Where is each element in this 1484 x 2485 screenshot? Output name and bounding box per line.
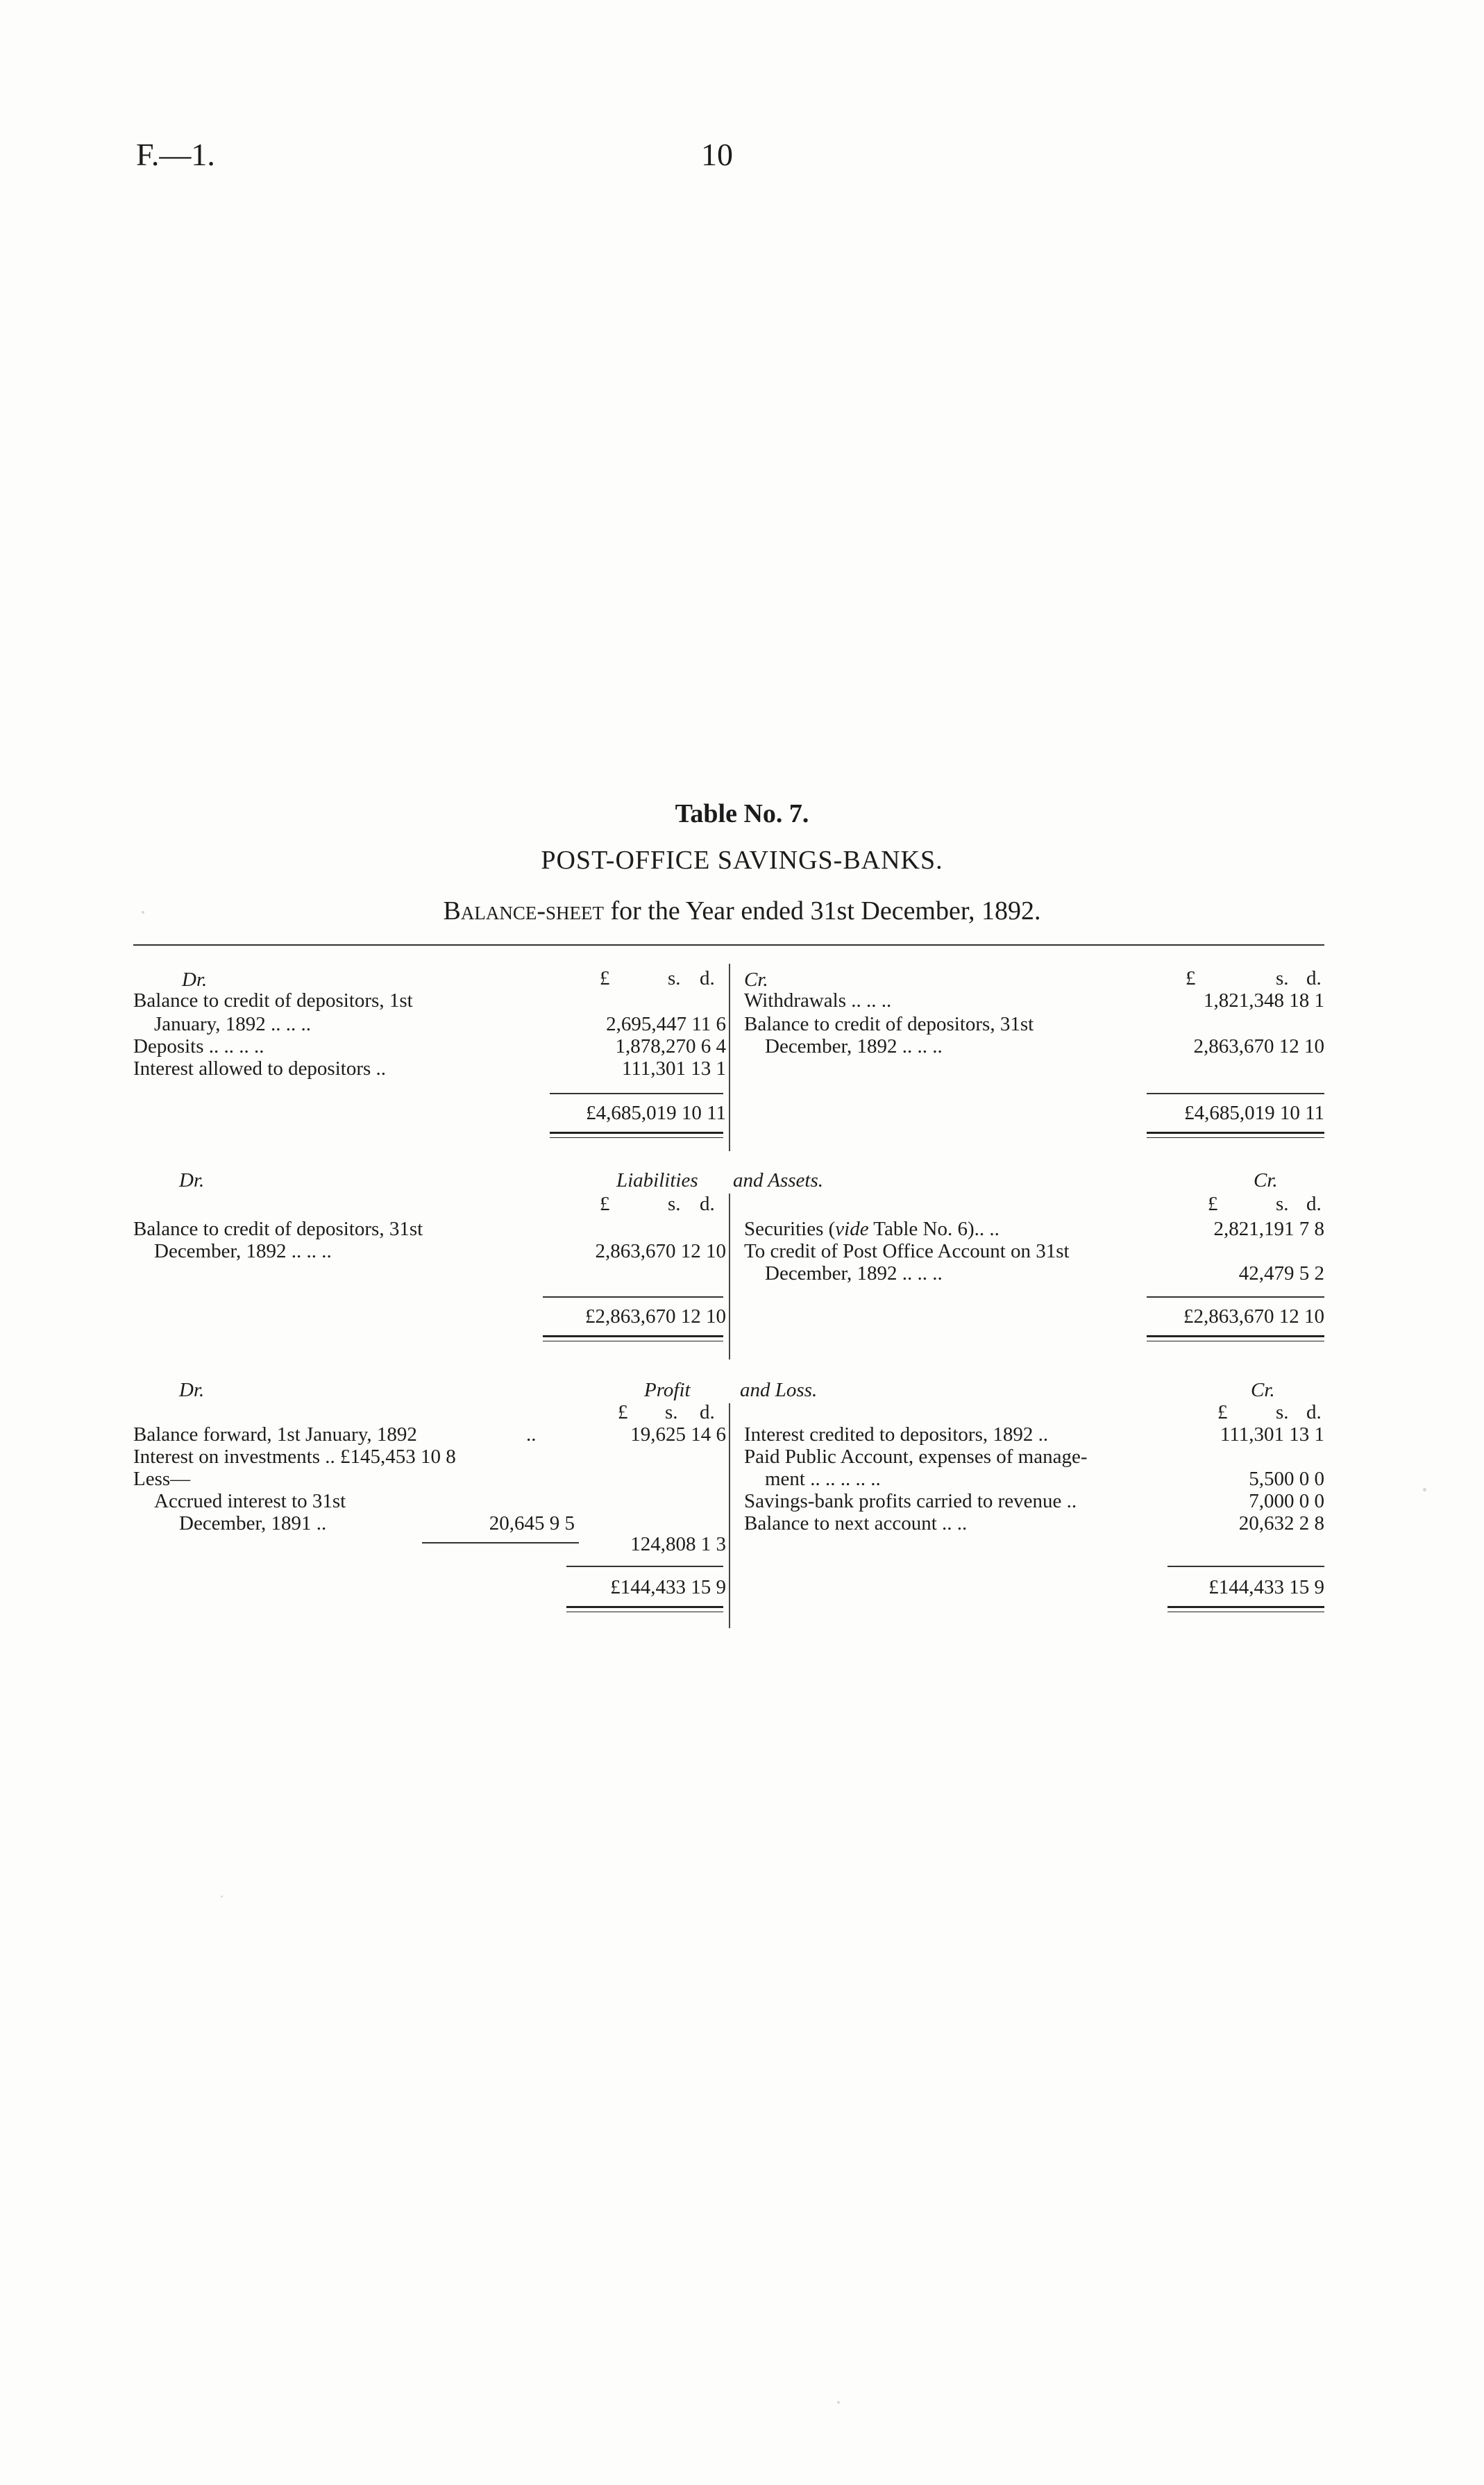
paper-speck bbox=[221, 1896, 223, 1898]
cr-total: £144,433 15 9 bbox=[1208, 1576, 1324, 1598]
col-pound-right: £ bbox=[1186, 967, 1196, 989]
dr-row-1b: January, 1892 .. .. .. bbox=[154, 1013, 312, 1035]
cr-row-2b: December, 1892 .. .. .. bbox=[765, 1262, 943, 1285]
dr-row-1a: Balance to credit of depositors, 31st bbox=[133, 1218, 423, 1240]
dr-sum-rule bbox=[543, 1296, 723, 1298]
column-divider bbox=[729, 964, 730, 1151]
dr-inner-rule bbox=[422, 1542, 579, 1543]
page-reference: F.—1. bbox=[136, 137, 215, 172]
dr-row-1-dots: .. bbox=[526, 1423, 537, 1446]
col-pence: d. bbox=[700, 967, 715, 989]
table-number: Table No. 7. bbox=[675, 799, 809, 828]
cr-amount-2: 2,863,670 12 10 bbox=[1193, 1035, 1324, 1057]
page-number: 10 bbox=[701, 137, 733, 172]
col-pound: £ bbox=[618, 1401, 628, 1423]
dr-label: Dr. bbox=[182, 969, 208, 991]
cr-row-1-pre: Securities ( bbox=[744, 1218, 836, 1240]
cr-label: Cr. bbox=[744, 969, 768, 991]
dr-amount-3: 111,301 13 1 bbox=[621, 1057, 726, 1080]
dr-sum-rule bbox=[550, 1093, 723, 1094]
col-pence: d. bbox=[700, 1193, 715, 1215]
col-pence: d. bbox=[700, 1401, 715, 1423]
col-pence-right: d. bbox=[1306, 1193, 1322, 1215]
dr-label: Dr. bbox=[179, 1379, 205, 1401]
cr-row-1 bbox=[744, 1217, 1000, 1241]
cr-amount-3: 7,000 0 0 bbox=[1249, 1490, 1324, 1512]
paper-speck bbox=[142, 911, 144, 914]
dr-row-3: Less— bbox=[133, 1468, 191, 1490]
section-heading-left: Profit bbox=[644, 1379, 691, 1401]
cr-row-2a: Balance to credit of depositors, 31st bbox=[744, 1013, 1034, 1035]
section-heading-right: and Assets. bbox=[733, 1169, 823, 1191]
paper-speck bbox=[837, 2401, 840, 2404]
cr-row-2a: Paid Public Account, expenses of manage- bbox=[744, 1446, 1088, 1468]
dr-amount-2: 1,878,270 6 4 bbox=[615, 1035, 726, 1057]
subheading-rest: for the Year ended 31st December, 1892. bbox=[610, 896, 1041, 926]
cr-sum-rule bbox=[1167, 1566, 1324, 1567]
table-heading: POST-OFFICE SAVINGS-BANKS. bbox=[541, 846, 943, 875]
col-pence-right: d. bbox=[1306, 1401, 1322, 1423]
col-shilling: s. bbox=[668, 1193, 681, 1215]
cr-amount-2: 5,500 0 0 bbox=[1249, 1468, 1324, 1490]
dr-total: £4,685,019 10 11 bbox=[586, 1102, 726, 1124]
cr-total: £4,685,019 10 11 bbox=[1184, 1102, 1324, 1124]
dr-amount-1: 19,625 14 6 bbox=[630, 1423, 726, 1446]
cr-double-rule bbox=[1147, 1335, 1324, 1337]
profit-loss-section bbox=[133, 1378, 1324, 1628]
cr-row-1-vide: vide bbox=[835, 1218, 869, 1240]
dr-row-4: Accrued interest to 31st bbox=[154, 1490, 346, 1512]
col-pound-right: £ bbox=[1208, 1193, 1218, 1215]
cr-amount-4: 20,632 2 8 bbox=[1238, 1512, 1324, 1534]
col-shilling: s. bbox=[668, 967, 681, 989]
dr-amount-net: 124,808 1 3 bbox=[630, 1533, 726, 1555]
cr-sum-rule bbox=[1147, 1093, 1324, 1094]
cr-double-rule bbox=[1167, 1606, 1324, 1608]
dr-total: £144,433 15 9 bbox=[610, 1576, 726, 1598]
dr-amount-1: 2,695,447 11 6 bbox=[606, 1013, 726, 1035]
table-subheading bbox=[0, 896, 1484, 926]
cr-label: Cr. bbox=[1254, 1169, 1278, 1191]
cr-amount-1: 111,301 13 1 bbox=[1220, 1423, 1324, 1446]
cr-double-rule-2 bbox=[1147, 1137, 1324, 1138]
dr-double-rule bbox=[550, 1132, 723, 1134]
cr-row-1: Withdrawals .. .. .. bbox=[744, 989, 892, 1012]
col-shilling: s. bbox=[665, 1401, 678, 1423]
column-divider bbox=[729, 1403, 730, 1628]
cr-double-rule bbox=[1147, 1132, 1324, 1134]
cr-row-1: Interest credited to depositors, 1892 .. bbox=[744, 1423, 1049, 1446]
section-heading-left: Liabilities bbox=[616, 1169, 698, 1191]
dr-row-5: December, 1891 .. bbox=[179, 1512, 327, 1534]
paper-speck bbox=[1423, 1488, 1426, 1491]
col-pence-right: d. bbox=[1306, 967, 1322, 989]
cash-account-section bbox=[133, 964, 1324, 1151]
dr-row-1a: Balance to credit of depositors, 1st bbox=[133, 989, 413, 1012]
dr-amount-1: 2,863,670 12 10 bbox=[595, 1240, 726, 1262]
col-pound-right: £ bbox=[1217, 1401, 1228, 1423]
cr-row-2a: To credit of Post Office Account on 31st bbox=[744, 1240, 1070, 1262]
dr-label: Dr. bbox=[179, 1169, 205, 1191]
cr-row-1-post: Table No. 6).. .. bbox=[868, 1218, 1000, 1240]
cr-row-4: Balance to next account .. .. bbox=[744, 1512, 968, 1534]
col-shilling-right: s. bbox=[1276, 967, 1289, 989]
col-shilling-right: s. bbox=[1276, 1401, 1289, 1423]
cr-row-2b: December, 1892 .. .. .. bbox=[765, 1035, 943, 1057]
cr-sum-rule bbox=[1147, 1296, 1324, 1298]
liabilities-assets-section bbox=[133, 1169, 1324, 1359]
cr-amount-2: 42,479 5 2 bbox=[1238, 1262, 1324, 1285]
section-heading-right: and Loss. bbox=[740, 1379, 818, 1401]
cr-amount-1: 1,821,348 18 1 bbox=[1204, 989, 1324, 1012]
column-divider bbox=[729, 1194, 730, 1359]
dr-sum-rule bbox=[566, 1566, 723, 1567]
col-shilling-right: s. bbox=[1276, 1193, 1289, 1215]
dr-inner-amount: 20,645 9 5 bbox=[489, 1512, 575, 1534]
cr-label: Cr. bbox=[1251, 1379, 1275, 1401]
cr-row-3: Savings-bank profits carried to revenue .. bbox=[744, 1490, 1077, 1512]
dr-row-1b: December, 1892 .. .. .. bbox=[154, 1240, 332, 1262]
cr-amount-1: 2,821,191 7 8 bbox=[1213, 1218, 1324, 1240]
dr-double-rule bbox=[566, 1606, 723, 1608]
dr-row-2: Interest on investments .. £145,453 10 8 bbox=[133, 1446, 456, 1468]
dr-double-rule-2 bbox=[550, 1137, 723, 1138]
top-rule bbox=[133, 944, 1324, 946]
dr-row-1: Balance forward, 1st January, 1892 bbox=[133, 1423, 417, 1446]
dr-row-2: Deposits .. .. .. .. bbox=[133, 1035, 264, 1057]
subheading-smallcaps: Balance-sheet bbox=[443, 896, 604, 926]
col-pound: £ bbox=[600, 1193, 610, 1215]
dr-double-rule bbox=[543, 1335, 723, 1337]
col-pound: £ bbox=[600, 967, 610, 989]
cr-total: £2,863,670 12 10 bbox=[1183, 1305, 1324, 1328]
dr-row-3: Interest allowed to depositors .. bbox=[133, 1057, 387, 1080]
dr-total: £2,863,670 12 10 bbox=[585, 1305, 726, 1328]
cr-row-2b: ment .. .. .. .. .. bbox=[765, 1468, 881, 1490]
